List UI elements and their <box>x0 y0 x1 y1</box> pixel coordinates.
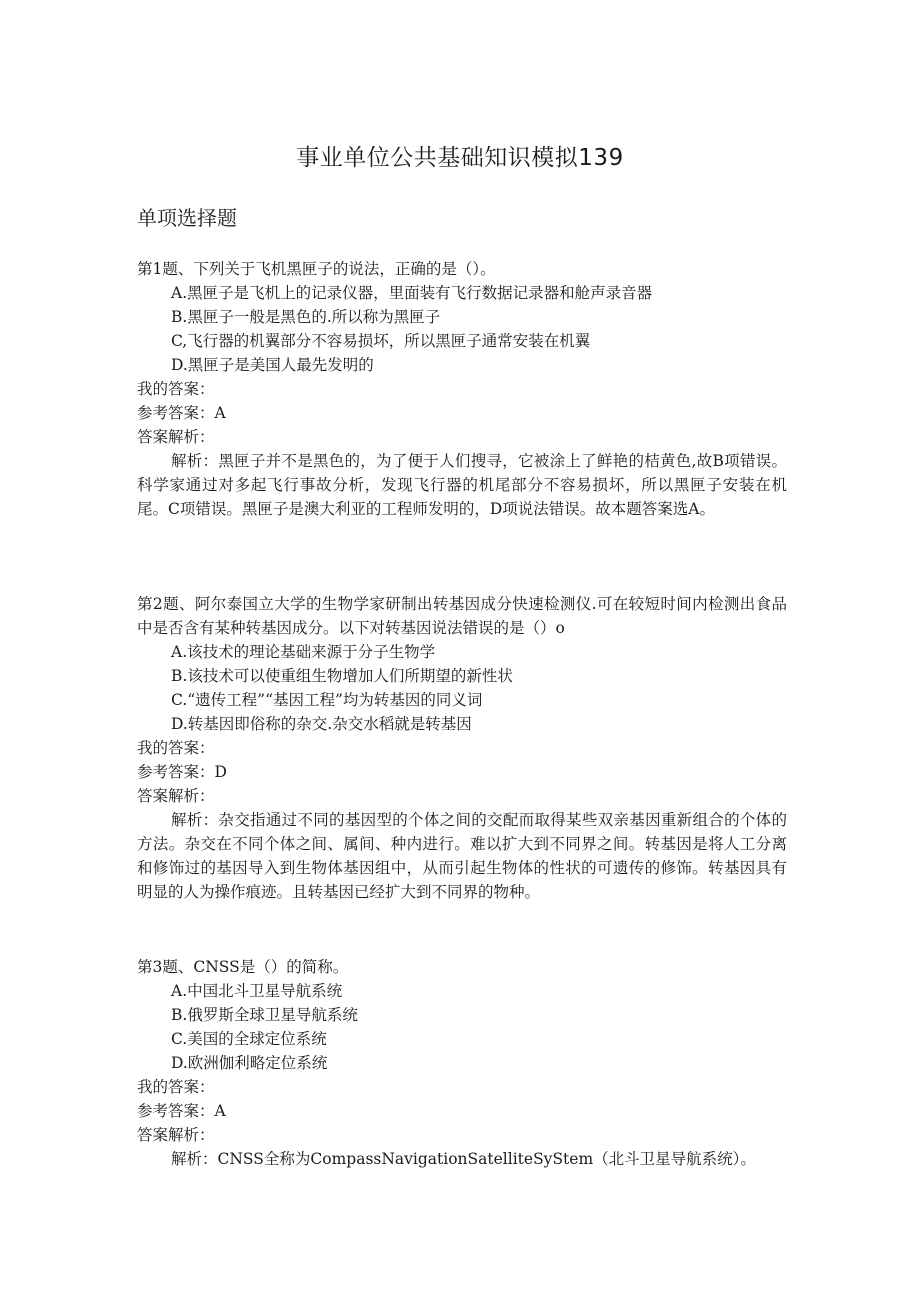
question-stem: 第1题、下列关于飞机黑匣子的说法，正确的是（）。 <box>137 260 496 278</box>
my-answer-label: 我的答案： <box>137 1078 215 1096</box>
option-b: B.俄罗斯全球卫星导航系统 <box>171 1006 358 1024</box>
option-a: A.该技术的理论基础来源于分子生物学 <box>171 643 436 661</box>
option-a: A.黑匣子是飞机上的记录仪器，里面装有飞行数据记录器和舱声录音器 <box>171 284 653 302</box>
section-heading: 单项选择题 <box>137 206 237 230</box>
document-title: 事业单位公共基础知识模拟139 <box>296 145 624 171</box>
option-d: D.黑匣子是美国人最先发明的 <box>171 356 374 374</box>
analysis-label: 答案解析： <box>137 1126 215 1144</box>
option-c: C.美国的全球定位系统 <box>171 1030 327 1048</box>
option-c: C,飞行器的机翼部分不容易损坏，所以黑匣子通常安装在机翼 <box>171 332 591 350</box>
option-b: B.该技术可以使重组生物增加人们所期望的新性状 <box>171 667 513 685</box>
question-2 <box>137 592 787 904</box>
analysis-text: 解析：杂交指通过不同的基因型的个体之间的交配而取得某些双亲基因重新组合的个体的方法。杂交在不同个体之间、属间、种内进行。难以扩大到不同界之间。转基因是将人工分离和修饰过的基因导入到生物体基因组中，从而引起生物体的性状的可遗传的修饰。转基因具有明显的人为操作痕迹。且转基因已经扩大到不同界的物种。 <box>137 811 787 901</box>
analysis-label: 答案解析： <box>137 787 215 805</box>
analysis-label: 答案解析： <box>137 428 215 446</box>
question-stem: 第2题、阿尔泰国立大学的生物学家研制出转基因成分快速检测仪.可在较短时间内检测出食品中是否含有某种转基因成分。以下对转基因说法错误的是（）o <box>137 595 787 637</box>
analysis-text: 解析：黑匣子并不是黑色的，为了便于人们搜寻，它被涂上了鲜艳的桔黄色,故B项错误。科学家通过对多起飞行事故分析，发现飞行器的机尾部分不容易损坏，所以黑匣子安装在机尾。C项错误。黑匣子是澳大利亚的工程师发明的，D项说法错误。故本题答案选A。 <box>137 452 787 518</box>
my-answer-label: 我的答案： <box>137 380 215 398</box>
question-3 <box>137 955 787 1171</box>
option-d: D.欧洲伽利略定位系统 <box>171 1054 328 1072</box>
question-stem: 第3题、CNSS是（）的简称。 <box>137 958 349 976</box>
reference-answer: 参考答案：D <box>137 763 227 781</box>
option-d: D.转基因即俗称的杂交.杂交水稻就是转基因 <box>171 715 472 733</box>
option-c: C.“遗传工程”“基因工程”均为转基因的同义词 <box>171 691 483 709</box>
option-a: A.中国北斗卫星导航系统 <box>171 982 343 1000</box>
analysis-text: 解析：CNSS全称为CompassNavigationSatelliteSyStem（北斗卫星导航系统）。 <box>171 1150 756 1168</box>
my-answer-label: 我的答案： <box>137 739 215 757</box>
reference-answer: 参考答案：A <box>137 1102 226 1120</box>
question-1 <box>137 257 787 521</box>
option-b: B.黑匣子一般是黑色的.所以称为黑匣子 <box>171 308 441 326</box>
reference-answer: 参考答案：A <box>137 404 226 422</box>
